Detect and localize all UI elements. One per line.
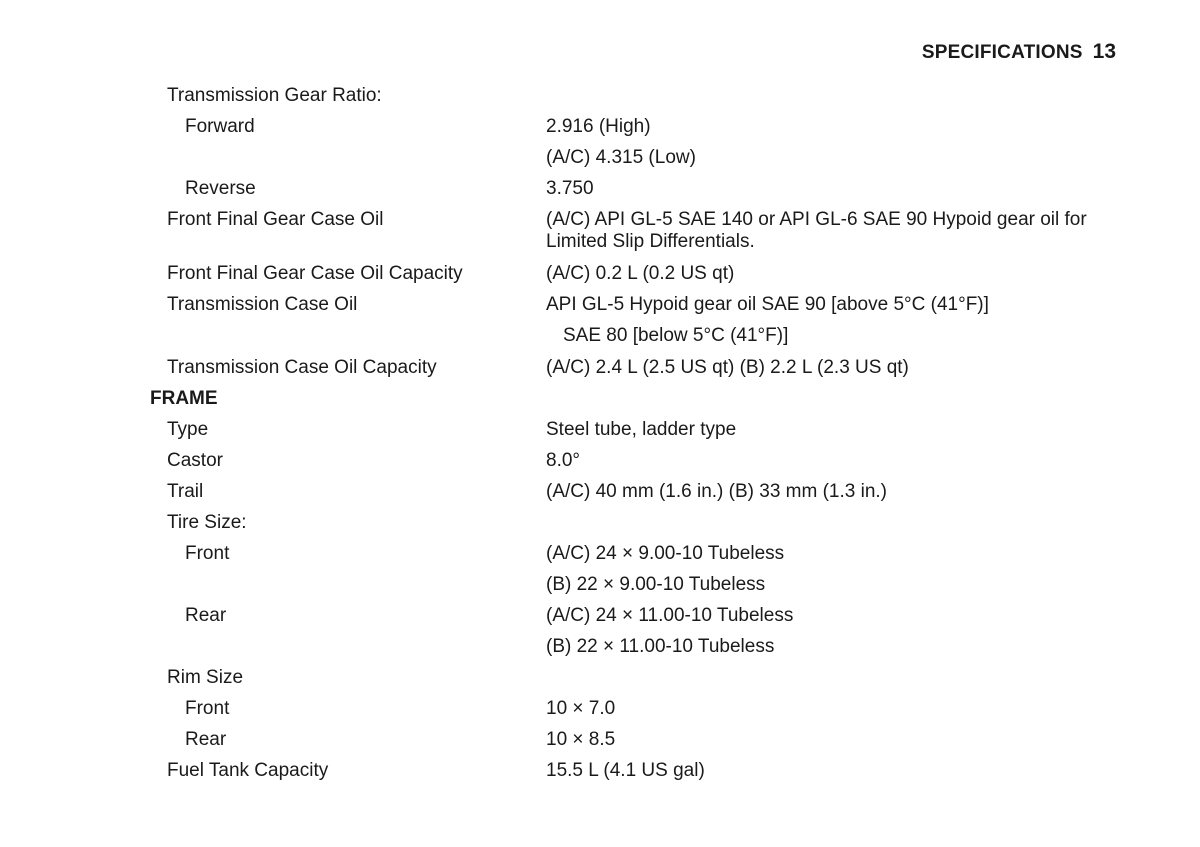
spec-value: 10 × 8.5 bbox=[546, 729, 616, 750]
spec-label: Front bbox=[185, 543, 230, 564]
spec-label: Type bbox=[167, 419, 209, 440]
spec-row-tire-front-b bbox=[0, 574, 1200, 605]
spec-row-trail bbox=[0, 481, 1200, 512]
spec-label: Front Final Gear Case Oil Capacity bbox=[167, 263, 463, 284]
page-number: 13 bbox=[1092, 40, 1116, 63]
spec-row-frame-type bbox=[0, 419, 1200, 450]
spec-label: Reverse bbox=[185, 178, 256, 199]
spec-row-forward-gear-low bbox=[0, 147, 1200, 178]
spec-row-reverse-gear bbox=[0, 178, 1200, 209]
spec-label: Rear bbox=[185, 729, 227, 750]
spec-value: (A/C) 2.4 L (2.5 US qt) (B) 2.2 L (2.3 US qt) bbox=[546, 357, 909, 378]
spec-table bbox=[0, 85, 1200, 791]
spec-row-castor bbox=[0, 450, 1200, 481]
spec-label: Fuel Tank Capacity bbox=[167, 760, 329, 781]
spec-label: Forward bbox=[185, 116, 255, 137]
spec-value: Steel tube, ladder type bbox=[546, 419, 737, 440]
spec-label: Trail bbox=[167, 481, 204, 502]
spec-row-transmission-case-oil bbox=[0, 294, 1200, 325]
spec-row-tire-rear-b bbox=[0, 636, 1200, 667]
spec-label: Transmission Case Oil Capacity bbox=[167, 357, 437, 378]
spec-row-transmission-case-oil-cold bbox=[0, 325, 1200, 357]
section-heading: FRAME bbox=[150, 388, 218, 409]
spec-row-tire-rear bbox=[0, 605, 1200, 636]
page-header bbox=[922, 40, 1116, 64]
spec-group-label: Rim Size bbox=[167, 667, 244, 688]
section-heading-frame bbox=[0, 388, 1200, 419]
spec-value: (A/C) 24 × 9.00-10 Tubeless bbox=[546, 543, 785, 564]
spec-row-rim-rear bbox=[0, 729, 1200, 760]
spec-value: (A/C) API GL-5 SAE 140 or API GL-6 SAE 90 Hypoid gear oil for Limited Slip Differentials. bbox=[546, 209, 1087, 252]
spec-row-tire-size bbox=[0, 512, 1200, 543]
spec-value: (B) 22 × 9.00-10 Tubeless bbox=[546, 574, 766, 595]
spec-value: (A/C) 0.2 L (0.2 US qt) bbox=[546, 263, 735, 284]
spec-row-transmission-gear-ratio bbox=[0, 85, 1200, 116]
spec-label: Front bbox=[185, 698, 230, 719]
spec-label: Rear bbox=[185, 605, 227, 626]
spec-value: (A/C) 24 × 11.00-10 Tubeless bbox=[546, 605, 794, 626]
spec-value: 15.5 L (4.1 US gal) bbox=[546, 760, 705, 781]
spec-row-fuel-tank-capacity bbox=[0, 760, 1200, 791]
spec-row-forward-gear bbox=[0, 116, 1200, 147]
spec-label: Castor bbox=[167, 450, 223, 471]
spec-value: (B) 22 × 11.00-10 Tubeless bbox=[546, 636, 775, 657]
spec-row-front-final-gear-case-oil-capacity bbox=[0, 263, 1200, 294]
spec-value: (A/C) 4.315 (Low) bbox=[546, 147, 696, 168]
spec-row-rim-size bbox=[0, 667, 1200, 698]
spec-value: 2.916 (High) bbox=[546, 116, 651, 137]
spec-value: 8.0° bbox=[546, 450, 581, 471]
spec-value: (A/C) 40 mm (1.6 in.) (B) 33 mm (1.3 in.) bbox=[546, 481, 888, 502]
spec-value: 10 × 7.0 bbox=[546, 698, 616, 719]
spec-value: SAE 80 [below 5°C (41°F)] bbox=[563, 325, 789, 346]
spec-group-label: Transmission Gear Ratio: bbox=[167, 85, 382, 106]
spec-row-rim-front bbox=[0, 698, 1200, 729]
spec-row-tire-front bbox=[0, 543, 1200, 574]
spec-row-transmission-case-oil-capacity bbox=[0, 357, 1200, 388]
spec-row-front-final-gear-case-oil bbox=[0, 209, 1200, 263]
spec-value: API GL-5 Hypoid gear oil SAE 90 [above 5°C (41°F)] bbox=[546, 294, 989, 315]
spec-group-label: Tire Size: bbox=[167, 512, 247, 533]
spec-label: Front Final Gear Case Oil bbox=[167, 209, 384, 230]
spec-value: 3.750 bbox=[546, 178, 594, 199]
spec-label: Transmission Case Oil bbox=[167, 294, 358, 315]
section-title: SPECIFICATIONS bbox=[921, 42, 1083, 63]
